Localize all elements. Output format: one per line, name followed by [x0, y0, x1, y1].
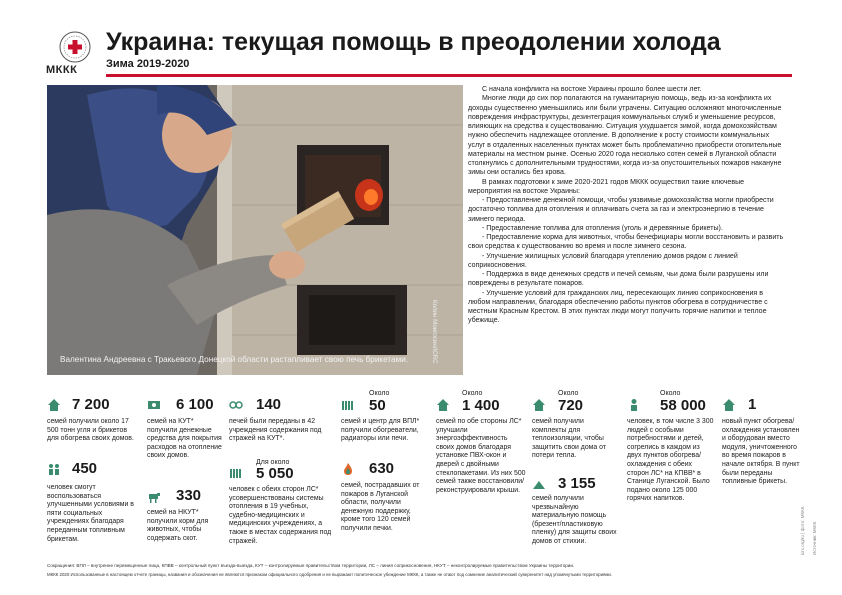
stat-number: 6 100 [176, 396, 214, 413]
body-paragraph: - Улучшение жилищных условий благодаря утеплению домов рядом с линией соприкосновения. [468, 252, 738, 269]
stat-text: семей получили около 17 500 тонн угля и брикетов для обогрева своих домов. [47, 418, 134, 443]
stat-text: печей были переданы в 42 учреждения содержания под стражей на КУТ*. [229, 418, 322, 443]
footnote-disclaimer: МККК 2020 Использованные в настоящем отчете границы, названия и обозначения не являются признаком официального одобрения и не выражают политическое убеждение МККК, а также не отают под сомнение аналитический суверенитет над упомянутыми территориями. [47, 572, 613, 577]
stat-text: семей получили комплекты для теплоизоляции, чтобы защитить свои дома от потери тепла. [532, 418, 606, 460]
page-subtitle: Зима 2019-2020 [106, 58, 190, 70]
page-title: Украина: текущая помощь в преодолении холода [106, 28, 721, 56]
side-note: icrc.org/ru | фото: МККК [800, 506, 805, 555]
stat-text: семей и центр для ВПЛ* получили обогреватели, радиаторы или печи. [341, 418, 420, 443]
body-paragraph: - Поддержка в виде денежных средств и печей семьям, чьи дома были разрушены или повреждены в результате пожаров. [468, 271, 769, 288]
tarp-icon [532, 478, 546, 492]
stat-text: новый пункт обогрева/охлаждения установлен и оборудован вместо модуля, уничтоженного во время пожаров в начале октября. В пункт были переданы топливные брикеты. [722, 418, 800, 486]
stat-number: 330 [176, 487, 202, 504]
body-paragraph: В рамках подготовки к зиме 2020-2021 годов МККК осуществил такие ключевые мероприятия на востоке Украины: [468, 178, 745, 195]
body-paragraph: - Предоставление топлива для отопления (уголь и деревянные брикеты). [482, 224, 723, 232]
cash-icon [147, 398, 161, 412]
body-paragraph: - Предоставление денежной помощи, чтобы уязвимые домохозяйства могли приобрести достаточно топлива для отопления и оплачивать счета за газ и электроэнергию в течение зимнего периода. [468, 197, 774, 223]
body-paragraph: - Улучшение условий для гражданских лиц, пересекающих линию соприкосновения в любом направлении, благодаря обеспечению работы пунктов обогрева в сотрудничестве с местным Красным Крестом. В этих пунктах люди могут получить горячие напитки и теплое убежище. [468, 289, 768, 325]
hero-photo [47, 85, 463, 375]
person-icon [627, 398, 641, 412]
stove-photo-illustration [47, 85, 463, 375]
stat-text: семей, пострадавших от пожаров в Луганской области, получили денежную поддержку, кроме того 120 семей получили печки. [341, 482, 420, 532]
house-icon [47, 398, 61, 412]
people-icon [47, 462, 61, 476]
stat-text: человек с обеих сторон ЛС* усовершенствованы системы отопления в 19 учебных, судебно-медицинских и медицинских учреждениях, а также в местах содержания под стражей. [229, 486, 332, 545]
house-icon [436, 398, 450, 412]
cow-icon [147, 490, 161, 504]
stat-number: 140 [256, 396, 282, 413]
stat-number: 5 050 [256, 465, 294, 482]
photo-caption: Валентина Андреевна с Тракьевого Донецкой области растапливает свою печь брикетами. [60, 355, 409, 364]
stat-text: человек, в том числе 3 300 людей с особыми потребностями и детей, согрелись в каждом из двух пунктов обогрева/охлаждения с обеих сторон ЛС* на КПВВ* в Станице Луганской. Было подано около 125 000 горячих напитков. [627, 418, 714, 503]
house-icon [532, 398, 546, 412]
house-icon [722, 398, 736, 412]
body-paragraph: Многие люди до сих пор полагаются на гуманитарную помощь, ведь из-за конфликта их доходы существенно уменьшились или были утрачены. Ситуацию осложняют многочисленные повреждения инфраструктуры, дезинтеграция коммунальных служб и уменьшение ресурсов, влияющих на средства к существованию. Ситуация ухудшается зимой, когда домохозяйствам нужно обеспечить надлежащее отопление. В дополнение к росту стоимости коммунальных услуг в отдаленных населенных пунктах может быть проблематично приобрести отопительные материалы на местном рынке. Осенью 2020 года несколько сотен семей в Луганской области столкнулись с дополнительными трудностями, когда из-за опустошительных пожаров накануне зимы они остались без крова. [468, 95, 782, 177]
radiator-icon [229, 466, 243, 480]
stat-prefix: Около [660, 390, 681, 397]
stat-number: 450 [72, 460, 98, 477]
stat-number: 720 [558, 397, 584, 414]
photo-credit: Колин Моигосин/ICRC [431, 300, 438, 364]
body-text [468, 85, 786, 326]
stat-text: семей по обе стороны ЛС* улучшили энергоэффективность своих домов благодаря установке ПВХ-окон и дверей с двойными стеклопакетами. Из них 500 семей также восстановили/реконструировали крыши. [436, 418, 526, 494]
stat-number: 630 [369, 460, 395, 477]
stat-number: 3 155 [558, 475, 596, 492]
stat-number: 1 [748, 396, 757, 413]
stat-text: семей на НКУТ* получили корм для животных, чтобы содержать скот. [147, 509, 209, 542]
stat-text: семей на КУТ* получили денежные средства для покрытия расходов на отопление своих домов. [147, 418, 222, 460]
side-note: Источник: МККК [812, 521, 817, 555]
stat-number: 50 [369, 397, 386, 414]
stove-icon [229, 398, 243, 412]
stat-prefix: Для около [256, 459, 290, 466]
stat-text: семей получили чрезвычайную материальную помощь (брезент/пластиковую пленку) для защиты своих домов от стихии. [532, 495, 617, 545]
radiator-icon [341, 398, 355, 412]
stat-text: человек смогут воспользоваться улучшенными условиями в пяти социальных учреждениях благодаря переданным топливным брикетам. [47, 484, 134, 543]
stat-prefix: Около [558, 390, 579, 397]
footnote-abbreviations: Сокращения: ВПЛ – внутренне перемещенные лица, КПВВ – контрольный пункт въезда-выезда, КУТ – контролируемые правительством территории, ЛС – линия соприкосновения, НКУТ – неконтролируемые правительством Украины территории. [47, 563, 575, 568]
stat-prefix: Около [369, 390, 390, 397]
stat-number: 58 000 [660, 397, 706, 414]
header-rule [106, 74, 792, 77]
fire-house-icon [341, 462, 355, 476]
org-short-name: МККК [46, 64, 78, 76]
stat-number: 7 200 [72, 396, 110, 413]
stat-prefix: Около [462, 390, 483, 397]
body-paragraph: - Предоставление корма для животных, чтобы бенефициары могли восстановить и развить свои средства к существованию во время и после зимнего сезона. [468, 234, 784, 251]
body-paragraph: С начала конфликта на востоке Украины прошло более шести лет. [482, 86, 702, 93]
stat-number: 1 400 [462, 397, 500, 414]
